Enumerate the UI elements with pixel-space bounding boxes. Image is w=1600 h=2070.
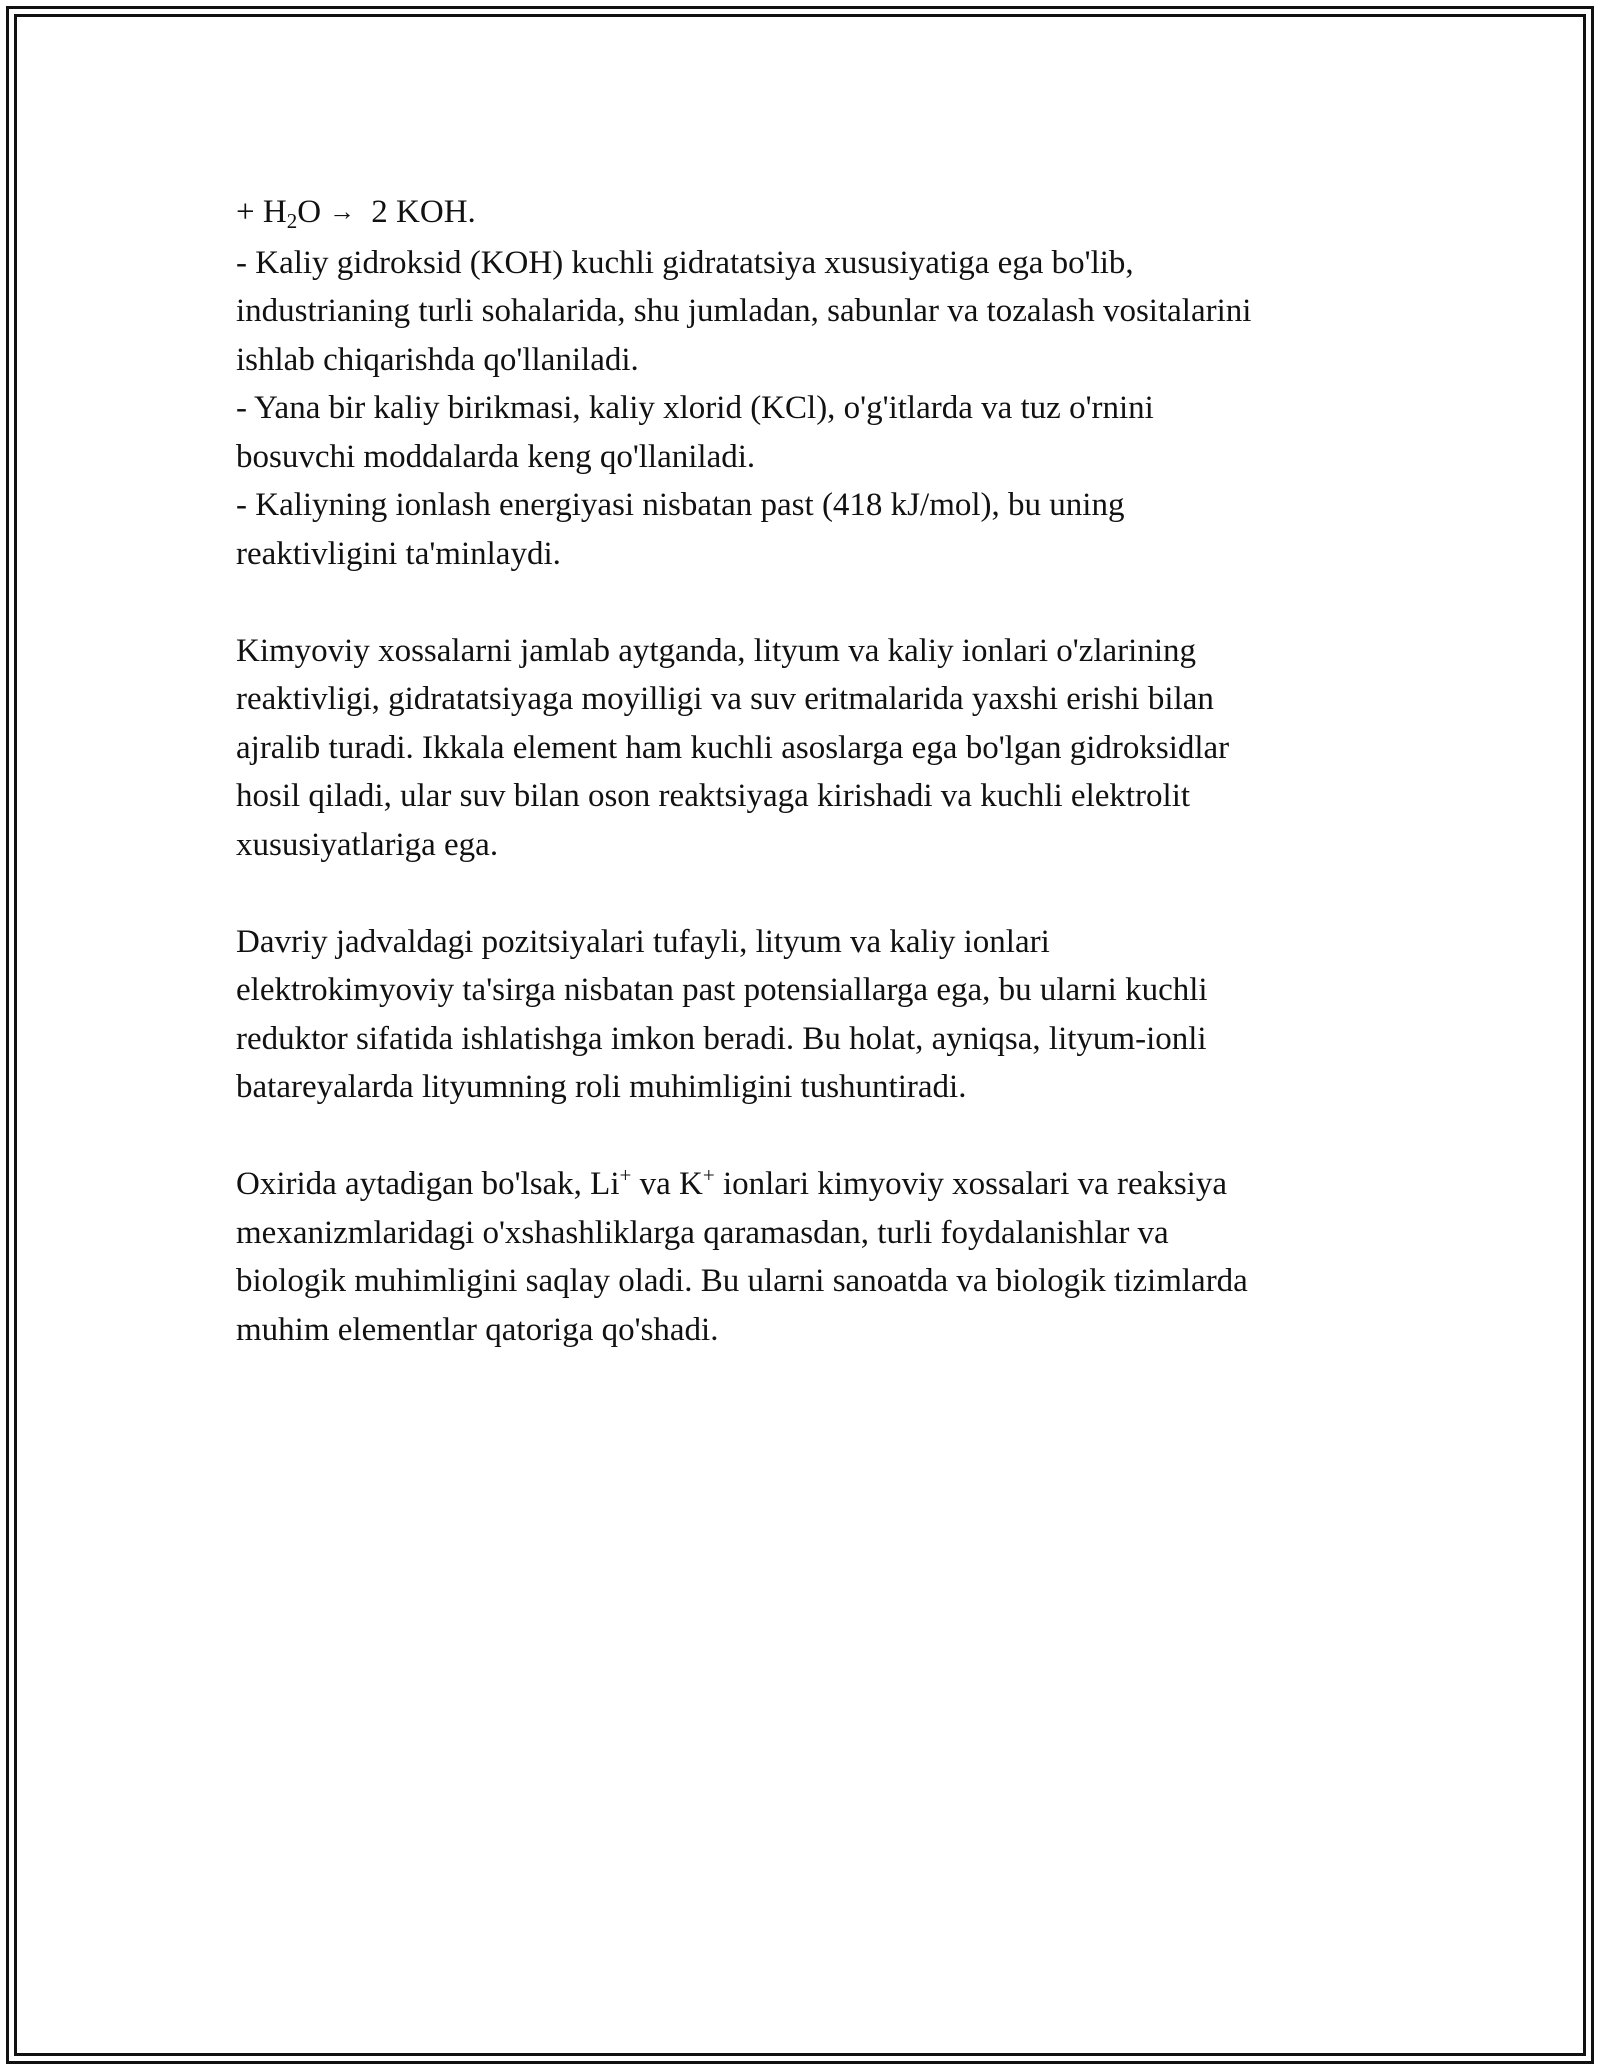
text-line: bosuvchi moddalarda keng qo'llaniladi. [236,438,756,475]
text-line: mexanizmlaridagi o'xshashliklarga qaramasdan, turli foydalanishlar va [236,1214,1169,1251]
text-line: ishlab chiqarishda qo'llaniladi. [236,341,639,378]
text-line: Davriy jadvaldagi pozitsiyalari tufayli, lityum va kaliy ionlari [236,923,1050,960]
paragraph-gap [236,578,1381,627]
paragraph-gap [236,1112,1381,1161]
paragraph-gap [236,869,1381,918]
bullet-block [236,239,1381,579]
text-line: - Yana bir kaliy birikmasi, kaliy xlorid (KCl), o'g'itlarda va tuz o'rnini [236,390,1154,426]
text-line: reaktivligini ta'minlaydi. [236,535,561,572]
text-line: - Kaliy gidroksid (KOH) kuchli gidratatsiya xususiyatiga ega bo'lib, [236,244,1134,281]
equation-subscript: 2 [286,209,298,233]
text-line: biologik muhimligini saqlay oladi. Bu ularni sanoatda va biologik tizimlarda [236,1263,1248,1299]
equation-mid: O [297,194,322,230]
text-line: batareyalarda lityumning roli muhimligini tushuntiradi. [236,1069,967,1105]
text-line: reduktor sifatida ishlatishga imkon beradi. Bu holat, ayniqsa, lityum-ionli [236,1020,1207,1057]
equation-line [236,188,1381,239]
text-line-ions [236,1160,1381,1209]
text-line: elektrokimyoviy ta'sirga nisbatan past potensiallarga ega, bu ularni kuchli [236,972,1208,1008]
text-line: - Kaliyning ionlash energiyasi nisbatan past (418 kJ/mol), bu uning [236,487,1125,523]
paragraph-periodic-table [236,918,1381,1112]
charge-superscript: + [702,1163,715,1187]
reaction-arrow-icon: → [329,197,356,226]
text-fragment: va K [631,1166,703,1202]
text-fragment: ionlari kimyoviy xossalari va reaksiya [714,1166,1227,1202]
equation-suffix: 2 KOH. [363,194,476,230]
document-body [236,188,1381,1354]
text-fragment: Oxirida aytadigan bo'lsak, Li [236,1166,620,1202]
paragraph-summary [236,627,1381,870]
text-line: industrianing turli sohalarida, shu jumladan, sabunlar va tozalash vositalarini [236,293,1252,329]
text-line: hosil qiladi, ular suv bilan oson reaktsiyaga kirishadi va kuchli elektrolit [236,778,1191,814]
charge-superscript: + [619,1163,632,1187]
equation-prefix: + H [236,194,287,230]
text-line: xususiyatlariga ega. [236,826,499,863]
text-line: reaktivligi, gidratatsiyaga moyilligi va suv eritmalarida yaxshi erishi bilan [236,681,1214,717]
text-line: Kimyoviy xossalarni jamlab aytganda, lityum va kaliy ionlari o'zlarining [236,632,1196,669]
text-line: ajralib turadi. Ikkala element ham kuchli asoslarga ega bo'lgan gidroksidlar [236,729,1230,766]
text-line: muhim elementlar qatoriga qo'shadi. [236,1311,719,1348]
paragraph-conclusion [236,1160,1381,1354]
